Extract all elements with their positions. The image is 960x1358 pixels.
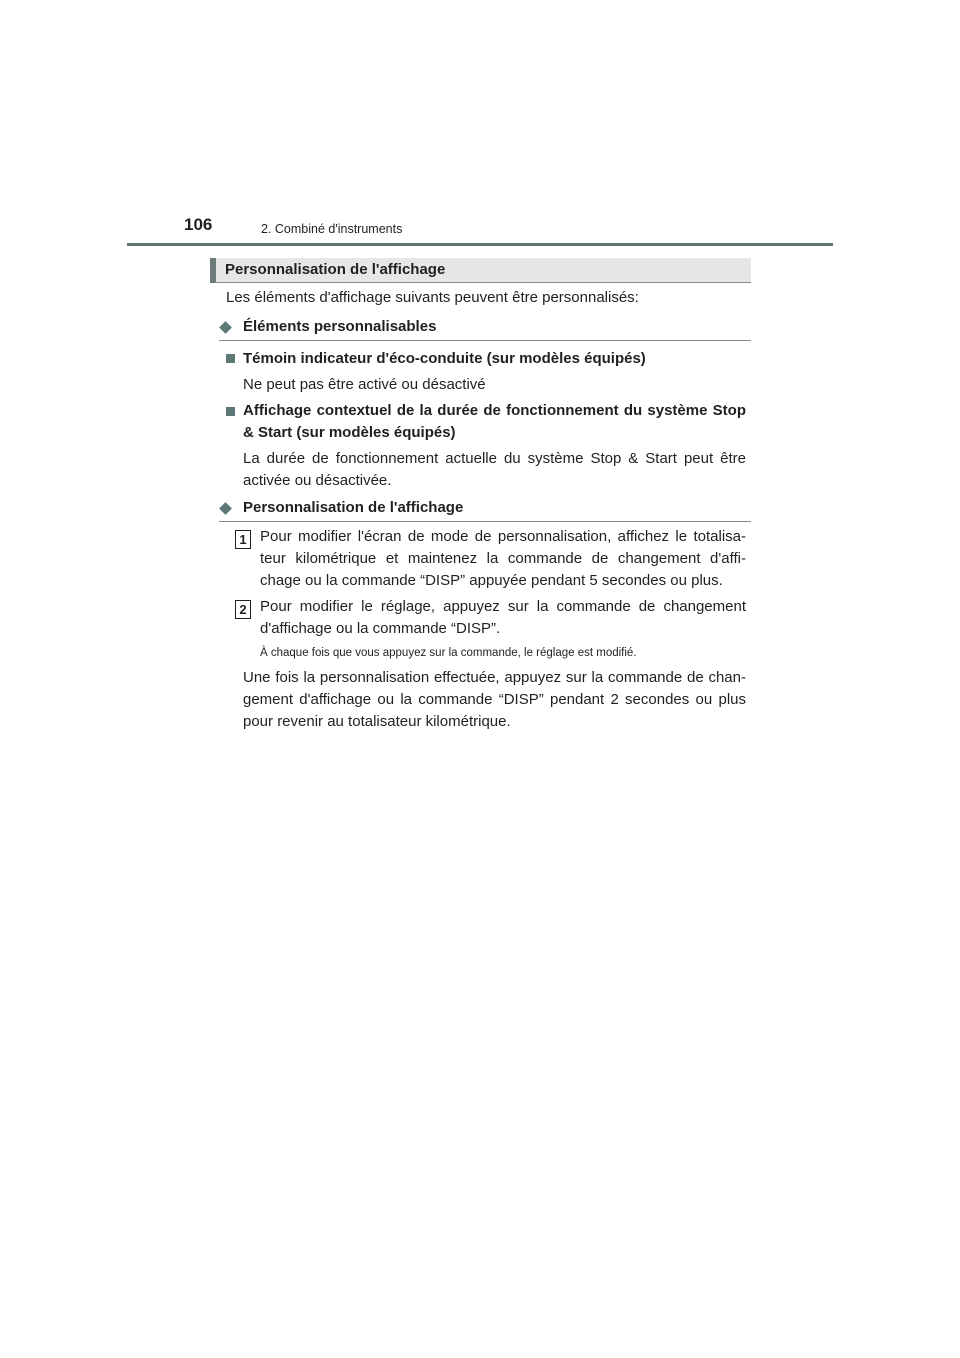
item-text-line: La durée de fonctionnement actuelle du système Stop & Start peut être — [243, 450, 746, 467]
step-text-line: d'affichage ou la commande “DISP”. — [260, 620, 501, 637]
closing-text-line: Une fois la personnalisation effectuée, appuyez sur la commande de chan- — [243, 669, 746, 686]
subsection-display-customization — [219, 498, 751, 522]
step-text-line: chage ou la commande “DISP” appuyée pendant 5 secondes ou plus. — [260, 572, 723, 589]
subsection-title: Personnalisation de l'affichage — [243, 499, 464, 516]
section-heading-title: Personnalisation de l'affichage — [225, 261, 446, 278]
item-title-line: & Start (sur modèles équipés) — [243, 424, 456, 441]
step-text-line: Pour modifier le réglage, appuyez sur la commande de changement — [260, 598, 746, 615]
page-number: 106 — [184, 215, 213, 234]
section-heading-accent — [210, 258, 216, 283]
item-title: Témoin indicateur d'éco-conduite (sur modèles équipés) — [243, 350, 646, 367]
step-text-line: teur kilométrique et maintenez la commande de changement d'affi- — [260, 550, 746, 567]
closing-text-line: pour revenir au totalisateur kilométrique. — [243, 713, 511, 730]
note-text: À chaque fois que vous appuyez sur la commande, le réglage est modifié. — [260, 647, 637, 659]
subsection-customizable-items — [219, 317, 751, 341]
section-intro: Les éléments d'affichage suivants peuvent être personnalisés: — [226, 289, 639, 306]
item-text: Ne peut pas être activé ou désactivé — [243, 376, 486, 393]
diamond-bullet-icon — [219, 321, 232, 334]
closing-text-line: gement d'affichage ou la commande “DISP” pendant 2 secondes ou plus — [243, 691, 746, 708]
subsection-title: Éléments personnalisables — [243, 318, 437, 335]
section-heading — [210, 258, 751, 283]
square-bullet-icon — [226, 407, 235, 416]
square-bullet-icon — [226, 354, 235, 363]
step-number-box: 2 — [235, 600, 251, 619]
diamond-bullet-icon — [219, 502, 232, 515]
chapter-title: 2. Combiné d'instruments — [261, 222, 403, 236]
item-text-line: activée ou désactivée. — [243, 472, 392, 489]
step-number-box: 1 — [235, 530, 251, 549]
header-divider — [127, 243, 833, 246]
item-title-line: Affichage contextuel de la durée de fonctionnement du système Stop — [243, 402, 746, 419]
step-text-line: Pour modifier l'écran de mode de personnalisation, affichez le totalisa- — [260, 528, 746, 545]
